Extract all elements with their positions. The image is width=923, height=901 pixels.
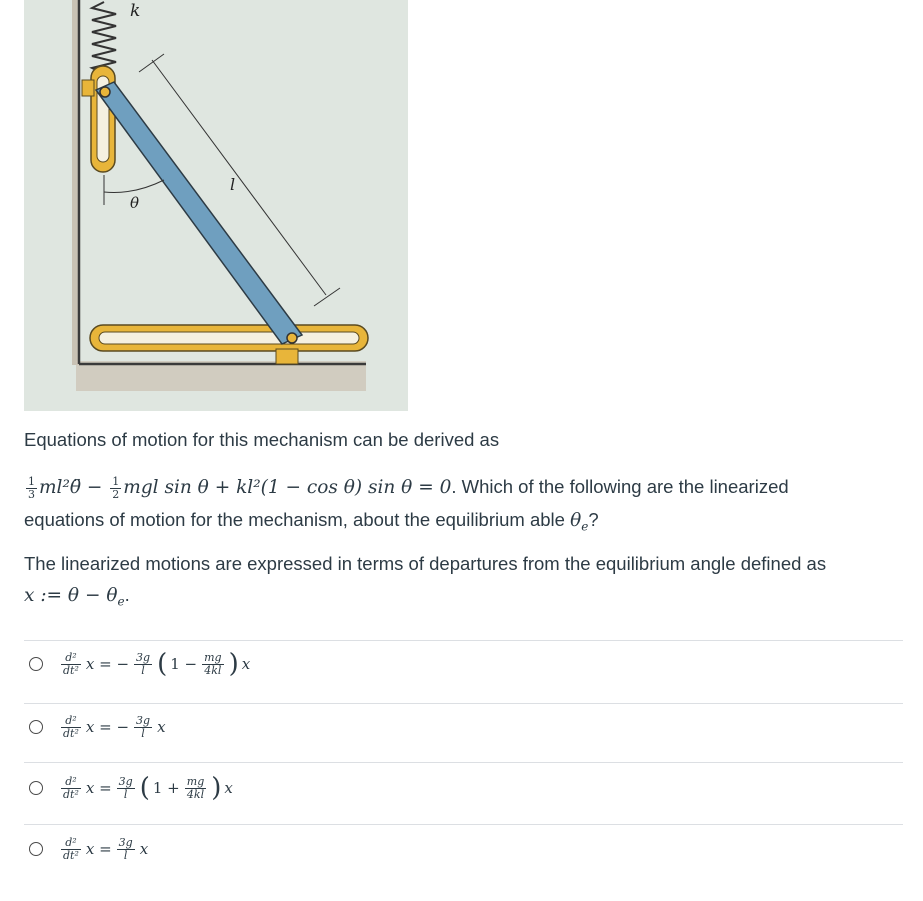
intro-text: Equations of motion for this mechanism can be derived as xyxy=(24,429,500,450)
option-lhs: x = xyxy=(85,779,112,797)
definition-math xyxy=(24,580,904,617)
radio-button[interactable] xyxy=(29,657,43,671)
radio-button[interactable] xyxy=(29,781,43,795)
theta-e-subscript: e xyxy=(581,519,589,534)
eq-term1: ml²θ̈ − xyxy=(39,477,109,498)
answer-option-2[interactable] xyxy=(24,702,166,752)
answer-option-4[interactable] xyxy=(24,824,148,874)
option-equation: $\frac{\text{d²}}{\text{dt²}}$ x = $\frac{3g}{l}$ x xyxy=(63,835,149,862)
definition-text: The linearized motions are expressed in terms of departures from the equilibrium angle defined as xyxy=(24,553,827,574)
question-mark: ? xyxy=(588,509,599,530)
spring-constant-label: k xyxy=(130,1,141,21)
question-rest: . Which of the following are the linearized xyxy=(451,476,789,497)
question-line-2 xyxy=(24,505,904,542)
option-equation: $\frac{\text{d²}}{\text{dt²}}$ x = − $\frac{3g}{l}$ x xyxy=(63,713,166,740)
radio-button[interactable] xyxy=(29,720,43,734)
option-inner: 1 − xyxy=(170,655,198,673)
x-definition: x := θ − θ xyxy=(24,585,118,606)
option-tail: x xyxy=(139,840,149,858)
option-equation: $\frac{\text{d²}}{\text{dt²}}$ x = $\frac{3g}{l}$ ( 1 + $\frac{mg}{4kl}$ ) x xyxy=(63,773,233,803)
option-equation: $\frac{\text{d²}}{\text{dt²}}$ x = − $\frac{3g}{l}$ ( 1 − $\frac{mg}{4kl}$ ) x xyxy=(63,649,251,679)
radio-button[interactable] xyxy=(29,842,43,856)
theta-e: θ xyxy=(570,510,582,531)
length-label: l xyxy=(230,175,236,194)
option-tail: x xyxy=(241,655,251,673)
question-line-1 xyxy=(24,472,904,503)
question-line2-text: equations of motion for the mechanism, about the equilibrium able xyxy=(24,509,571,530)
one-half-fraction: $\frac{1}{2}$ xyxy=(112,474,120,501)
option-lhs: x = − xyxy=(85,655,130,673)
answer-option-1[interactable] xyxy=(24,639,250,689)
definition-end: . xyxy=(124,584,130,605)
option-inner: 1 + xyxy=(152,779,180,797)
divider xyxy=(24,824,903,825)
option-lhs: x = − xyxy=(85,718,130,736)
x-definition-subscript: e xyxy=(117,594,125,609)
theta-label: θ xyxy=(130,194,140,212)
eq-term2: mgl sin θ + kl²(1 − cos θ) sin θ = 0 xyxy=(123,477,452,498)
option-lhs: x = xyxy=(85,840,112,858)
option-tail: x xyxy=(157,718,166,736)
mechanism-figure xyxy=(24,0,408,411)
one-third-fraction: $\frac{1}{3}$ xyxy=(28,474,35,501)
answer-option-3[interactable] xyxy=(24,763,233,813)
option-tail: x xyxy=(224,779,233,797)
